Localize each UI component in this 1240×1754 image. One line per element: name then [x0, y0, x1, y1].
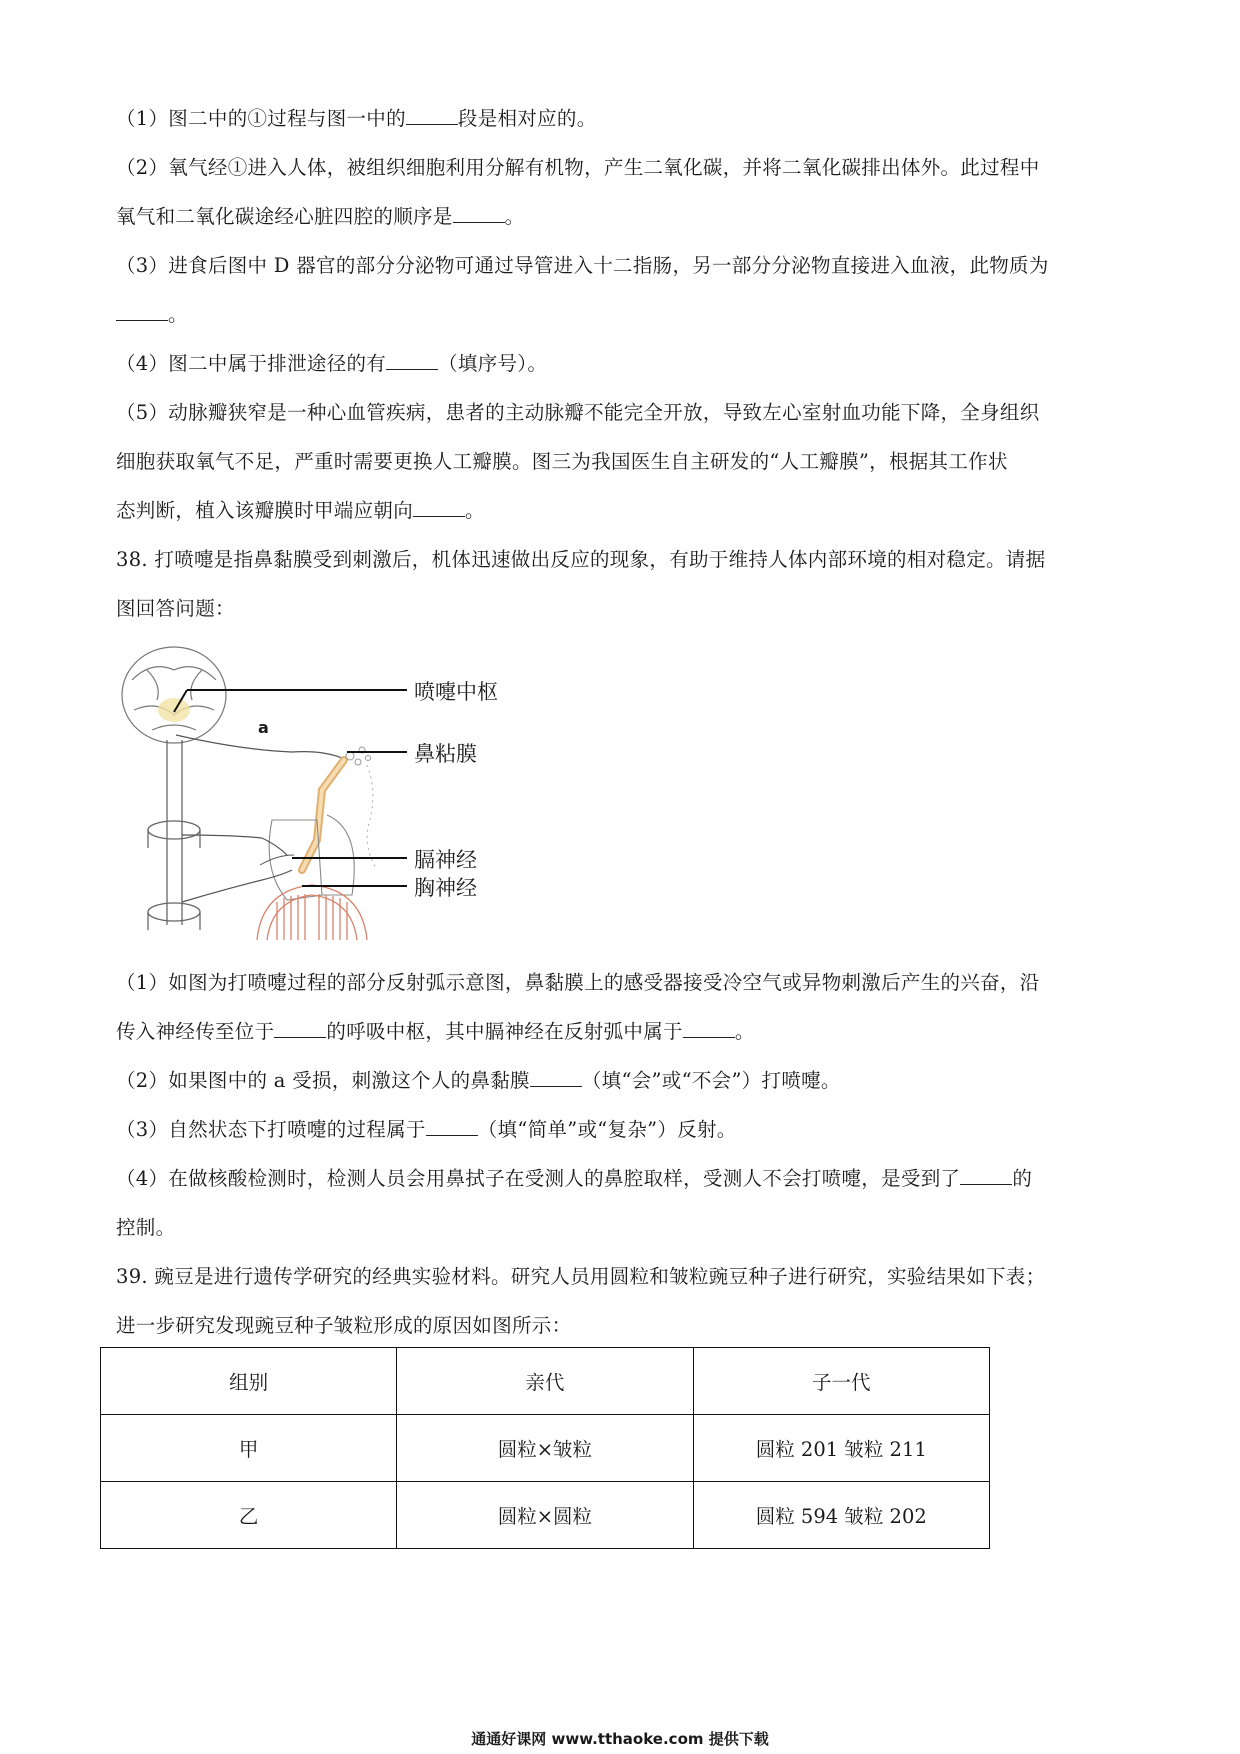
- q38-sub2: [116, 1057, 1126, 1105]
- q37-sub4: [116, 340, 1126, 388]
- q37-sub5-line1: （5）动脉瓣狭窄是一种心血管疾病，患者的主动脉瓣不能完全开放，导致左心室射血功能下降，全身组织: [116, 401, 1040, 424]
- table-cell: 甲: [101, 1415, 397, 1482]
- q37-sub4-end: （填序号）。: [438, 352, 548, 375]
- q37-sub3-end: 。: [168, 303, 188, 326]
- answer-blank[interactable]: [386, 351, 438, 370]
- q38-sub3-end: （填“简单”或“复杂”）反射。: [477, 1118, 737, 1141]
- q37-sub5-line3: [116, 487, 1126, 535]
- label-phrenic-nerve: 膈神经: [414, 848, 477, 872]
- table-cell: 乙: [101, 1482, 397, 1549]
- q37-sub1-text: （1）图二中的①过程与图一中的: [116, 107, 406, 130]
- q37-sub5-line2: 细胞获取氧气不足，严重时需要更换人工瓣膜。图三为我国医生自主研发的“人工瓣膜”，根据其工作状: [116, 450, 1008, 473]
- pea-experiment-table: [100, 1347, 990, 1549]
- q37-sub3-line1: （3）进食后图中 D 器官的部分分泌物可通过导管进入十二指肠，另一部分分泌物直接进入血液，此物质为: [116, 254, 1049, 277]
- q38-intro-line1: 38. 打喷嚏是指鼻黏膜受到刺激后，机体迅速做出反应的现象，有助于维持人体内部环境的相对稳定。请据: [116, 548, 1046, 571]
- q37-sub2-end: 。: [504, 205, 525, 228]
- table-cell: 圆粒 594 皱粒 202: [693, 1482, 989, 1549]
- table-header: 子一代: [693, 1348, 989, 1415]
- q38-sub1-line2: [116, 1008, 1126, 1056]
- table-cell: 圆粒×圆粒: [397, 1482, 693, 1549]
- label-nasal-mucosa: 鼻粘膜: [414, 742, 477, 766]
- answer-blank[interactable]: [406, 106, 458, 125]
- answer-blank[interactable]: [426, 1117, 478, 1136]
- q37-sub3-line2: [116, 291, 1126, 339]
- answer-blank[interactable]: [274, 1019, 326, 1038]
- q37-sub2-text: 氧气和二氧化碳途经心脏四腔的顺序是: [116, 205, 453, 228]
- q37-sub2-line2: [116, 193, 1126, 241]
- q37-sub5-end: 。: [465, 499, 485, 522]
- answer-blank[interactable]: [960, 1166, 1012, 1185]
- q38-intro-line2: 图回答问题：: [116, 597, 235, 620]
- table-cell: 圆粒 201 皱粒 211: [693, 1415, 989, 1482]
- label-a: a: [258, 718, 269, 737]
- table-cell: 圆粒×皱粒: [397, 1415, 693, 1482]
- q38-sub3: [116, 1106, 1126, 1154]
- q38-sub1-end: 。: [734, 1020, 755, 1043]
- table-header-row: [101, 1348, 990, 1415]
- q37-sub1-end: 段是相对应的。: [457, 107, 597, 130]
- q38-sub1-line1: （1）如图为打喷嚏过程的部分反射弧示意图，鼻黏膜上的感受器接受冷空气或异物刺激后产生的兴奋，沿: [116, 971, 1040, 994]
- page-footer: 通通好课网 www.tthaoke.com 提供下载: [471, 1730, 769, 1748]
- q37-sub4-text: （4）图二中属于排泄途径的有: [116, 352, 387, 375]
- q37-sub2-line1: （2）氧气经①进入人体，被组织细胞利用分解有机物，产生二氧化碳，并将二氧化碳排出体外。此过程中: [116, 156, 1040, 179]
- q37-sub5-text: 态判断，植入该瓣膜时甲端应朝向: [116, 499, 414, 522]
- label-thoracic-nerve: 胸神经: [414, 876, 477, 900]
- q38-sub1-mid: 的呼吸中枢，其中膈神经在反射弧中属于: [326, 1020, 683, 1043]
- q38-sub4-text: （4）在做核酸检测时，检测人员会用鼻拭子在受测人的鼻腔取样，受测人不会打喷嚏，是受到了: [116, 1167, 961, 1190]
- q39-intro-line2: 进一步研究发现豌豆种子皱粒形成的原因如图所示：: [116, 1314, 572, 1337]
- q38-sub4-line2: 控制。: [116, 1216, 176, 1239]
- answer-blank[interactable]: [116, 302, 168, 321]
- table-header: 亲代: [397, 1348, 693, 1415]
- q38-sub4-end: 的: [1012, 1167, 1033, 1190]
- answer-blank[interactable]: [530, 1068, 582, 1087]
- q38-sub4-line1: [116, 1155, 1126, 1203]
- table-row: [101, 1482, 990, 1549]
- table-row: [101, 1415, 990, 1482]
- answer-blank[interactable]: [683, 1019, 735, 1038]
- sneeze-reflex-diagram: [112, 640, 532, 945]
- q39-intro-line1: 39. 豌豆是进行遗传学研究的经典实验材料。研究人员用圆粒和皱粒豌豆种子进行研究，实验结果如下表；: [116, 1265, 1046, 1288]
- q38-sub1-text: 传入神经传至位于: [116, 1020, 275, 1043]
- q37-sub1: [116, 95, 1126, 143]
- answer-blank[interactable]: [453, 204, 505, 223]
- table-header: 组别: [101, 1348, 397, 1415]
- q38-sub3-text: （3）自然状态下打喷嚏的过程属于: [116, 1118, 426, 1141]
- answer-blank[interactable]: [413, 498, 465, 517]
- q38-sub2-text: （2）如果图中的 a 受损，刺激这个人的鼻黏膜: [116, 1069, 530, 1092]
- q38-sub2-end: （填“会”或“不会”）打喷嚏。: [581, 1069, 841, 1092]
- label-sneeze-center: 喷嚏中枢: [414, 680, 498, 704]
